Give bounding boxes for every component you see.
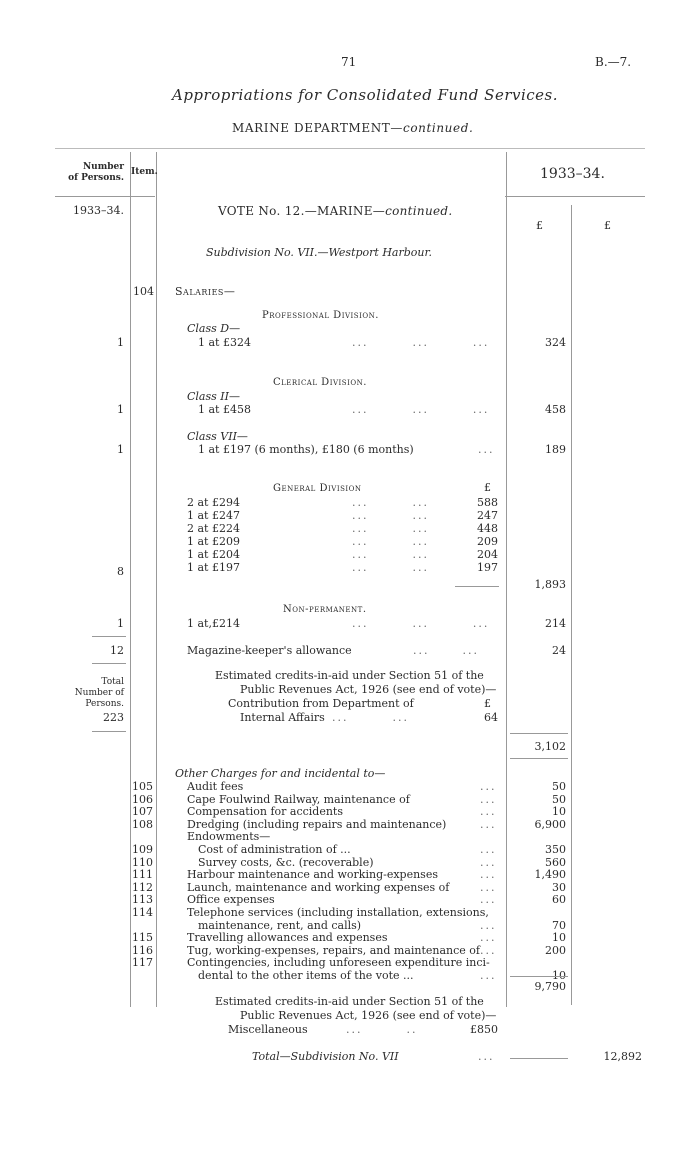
total-rule [510, 1058, 568, 1059]
item-number: 113 [132, 893, 153, 907]
charge-label: maintenance, rent, and calls) [198, 918, 362, 932]
item-number: 105 [132, 780, 153, 793]
leader-dots: ... [480, 943, 497, 957]
general-row-amount: 197 [477, 561, 498, 574]
subtotal-rule [510, 976, 568, 977]
charge-amount: 60 [552, 893, 566, 907]
class-label: Class II— [187, 390, 240, 403]
charge-label: Contingencies, including unforeseen expenditure inci- [187, 956, 490, 970]
amount: 324 [545, 336, 566, 349]
credits-text: Estimated credits-in-aid under Section 51 of the [215, 995, 484, 1008]
leader-dots: ... ... [352, 561, 429, 574]
charge-amount: 1,490 [534, 868, 566, 882]
item-number: 109 [132, 843, 153, 856]
charge-label: Harbour maintenance and working-expenses [187, 868, 438, 882]
leader-dots: ... [480, 855, 497, 869]
charge-label: Travelling allowances and expenses [187, 931, 388, 945]
leader-dots: ... [480, 918, 497, 932]
column-header-persons: Number [82, 162, 124, 172]
charge-label: dental to the other items of the vote ... [198, 969, 414, 982]
page-number: 71 [341, 55, 357, 69]
leader-dots: ... [480, 893, 497, 907]
charge-amount: 50 [552, 792, 566, 806]
total-persons-label: Persons. [85, 699, 124, 709]
persons-rule [92, 731, 126, 732]
subtotal-rule [455, 586, 499, 587]
charge-label: Audit fees [187, 780, 244, 793]
leader-dots: ... [480, 843, 497, 856]
persons-count: 1 [117, 443, 124, 456]
leader-dots: ... [478, 1050, 495, 1063]
persons-header-rule [55, 196, 155, 197]
credits-text: Estimated credits-in-aid under Section 51 of the [215, 669, 484, 682]
column-divider [130, 152, 131, 1007]
item-number: 108 [132, 817, 153, 831]
leader-dots: ... [480, 868, 497, 882]
salary-line: 1 at,£214 [187, 617, 240, 630]
column-divider [506, 152, 507, 1007]
charge-amount: 30 [552, 880, 566, 894]
item-number: 110 [132, 855, 153, 869]
total-persons-label: Total [101, 677, 124, 687]
general-row-label: 1 at £197 [187, 561, 240, 574]
subtotal-amount: 3,102 [534, 740, 566, 753]
item-number: 107 [132, 805, 153, 819]
column-header-persons: of Persons. [68, 173, 124, 183]
charge-amount: 10 [552, 931, 566, 945]
pound-sign: £ [484, 481, 491, 494]
credits-text: Public Revenues Act, 1926 (see end of vote)— [240, 683, 497, 696]
column-divider [571, 205, 572, 1005]
leader-dots: ... [480, 817, 497, 831]
item-number: 116 [132, 943, 153, 957]
general-row-label: 2 at £294 [187, 496, 240, 509]
credits-text: Public Revenues Act, 1926 (see end of vote)— [240, 1009, 497, 1022]
pound-sign: £ [484, 697, 491, 710]
persons-count: 12 [110, 644, 124, 657]
persons-count: 1 [117, 403, 124, 416]
leader-dots: ... [480, 780, 497, 793]
persons-count: 8 [117, 565, 124, 578]
column-header-year: 1933–34. [540, 166, 605, 182]
charge-label: Endowments— [187, 830, 271, 844]
division-heading: Clerical Division. [273, 377, 367, 388]
item-number: 111 [132, 868, 153, 882]
item-number: 117 [132, 956, 153, 970]
subtotal-amount: 9,790 [534, 980, 566, 993]
charge-amount: 6,900 [534, 817, 566, 831]
leader-dots: ... [478, 443, 495, 456]
salary-line: 1 at £324 [198, 336, 251, 349]
item-number: 114 [132, 906, 153, 919]
leader-dots: ... [480, 931, 497, 945]
general-row-amount: 247 [477, 509, 498, 522]
leader-dots: ... [480, 880, 497, 894]
credits-text: Contribution from Department of [228, 697, 414, 710]
division-heading: Non-permanent. [283, 604, 367, 615]
general-row-label: 1 at £204 [187, 548, 240, 561]
total-persons-count: 223 [103, 711, 124, 724]
charge-amount: 200 [545, 943, 566, 957]
charge-amount: 70 [552, 918, 566, 932]
charge-label: Compensation for accidents [187, 805, 343, 819]
pound-header: £ [604, 219, 611, 232]
amount: 214 [545, 617, 566, 630]
division-heading: Professional Division. [262, 310, 379, 321]
general-row-label: 1 at £247 [187, 509, 240, 522]
charge-label: Dredging (including repairs and maintenance) [187, 817, 447, 831]
item-number: 106 [132, 792, 153, 806]
leader-dots: ... ... ... [352, 336, 490, 349]
division-heading: General Division [273, 483, 362, 494]
subdivision-title: Subdivision No. VII.—Westport Harbour. [206, 246, 433, 259]
leader-dots: ... ... ... [352, 617, 490, 630]
amount: 24 [552, 644, 566, 657]
charge-label: Cape Foulwind Railway, maintenance of [187, 792, 410, 806]
class-label: Class VII— [187, 430, 248, 443]
section-heading: Other Charges for and incidental to— [175, 767, 386, 780]
leader-dots: ... ... [352, 496, 429, 509]
subtotal-rule [510, 733, 568, 734]
amount: 64 [484, 711, 498, 724]
salary-line: 1 at £197 (6 months), £180 (6 months) [198, 443, 414, 456]
charge-label: Cost of administration of ... [198, 843, 351, 856]
charge-amount: 350 [545, 843, 566, 856]
persons-count: 1 [117, 617, 124, 630]
general-row-amount: 204 [477, 548, 498, 561]
item-number: 115 [132, 931, 153, 945]
charge-amount: 10 [552, 805, 566, 819]
persons-year: 1933–34. [73, 204, 124, 217]
leader-dots: ... [480, 805, 497, 819]
column-divider [156, 152, 157, 1007]
year-header-rule [505, 196, 645, 197]
leader-dots: ... ... [352, 548, 429, 561]
general-row-amount: 588 [477, 496, 498, 509]
charge-amount: 560 [545, 855, 566, 869]
total-amount: 12,892 [603, 1050, 642, 1063]
leader-dots: ... .. [346, 1023, 418, 1036]
column-header-item: Item. [131, 167, 158, 177]
leader-dots: ... ... [413, 644, 479, 657]
amount: 458 [545, 403, 566, 416]
persons-rule [92, 663, 126, 664]
leader-dots: ... ... [332, 711, 409, 724]
subtotal-rule [510, 758, 568, 759]
amount: 189 [545, 443, 566, 456]
pound-header: £ [536, 219, 543, 232]
table-top-rule [55, 148, 645, 149]
general-row-label: 2 at £224 [187, 522, 240, 535]
section-heading: Salaries— [175, 285, 236, 298]
item-number: 112 [132, 880, 153, 894]
persons-rule [92, 636, 126, 637]
charge-amount: 50 [552, 780, 566, 793]
department-heading: MARINE DEPARTMENT—continued. [232, 121, 474, 135]
page-title: Appropriations for Consolidated Fund Services. [172, 86, 559, 104]
class-label: Class D— [187, 322, 241, 335]
general-row-amount: 209 [477, 535, 498, 548]
charge-label: Office expenses [187, 893, 275, 907]
vote-title: VOTE No. 12.—MARINE—continued. [218, 204, 453, 218]
amount: £850 [470, 1023, 498, 1036]
credits-text: Miscellaneous [228, 1023, 308, 1036]
item-number: 104 [133, 285, 154, 298]
general-row-amount: 448 [477, 522, 498, 535]
total-persons-label: Number of [74, 688, 124, 698]
charge-amount: 10 [552, 969, 566, 982]
leader-dots: ... [480, 792, 497, 806]
credits-text: Internal Affairs [240, 711, 325, 724]
amount: 1,893 [534, 578, 566, 591]
total-label: Total—Subdivision No. VII [252, 1050, 399, 1063]
charge-label: Tug, working-expenses, repairs, and maintenance of [187, 943, 480, 957]
document-ref: B.—7. [595, 55, 632, 69]
leader-dots: ... ... [352, 535, 429, 548]
charge-label: Telephone services (including installation, extensions, [187, 906, 489, 919]
leader-dots: ... ... [352, 509, 429, 522]
charge-label: Survey costs, &c. (recoverable) [198, 855, 374, 869]
charge-label: Launch, maintenance and working expenses of [187, 880, 450, 894]
allowance-line: Magazine-keeper's allowance [187, 644, 352, 657]
leader-dots: ... ... [352, 522, 429, 535]
persons-count: 1 [117, 336, 124, 349]
general-row-label: 1 at £209 [187, 535, 240, 548]
leader-dots: ... [480, 969, 497, 982]
leader-dots: ... ... ... [352, 403, 490, 416]
salary-line: 1 at £458 [198, 403, 251, 416]
